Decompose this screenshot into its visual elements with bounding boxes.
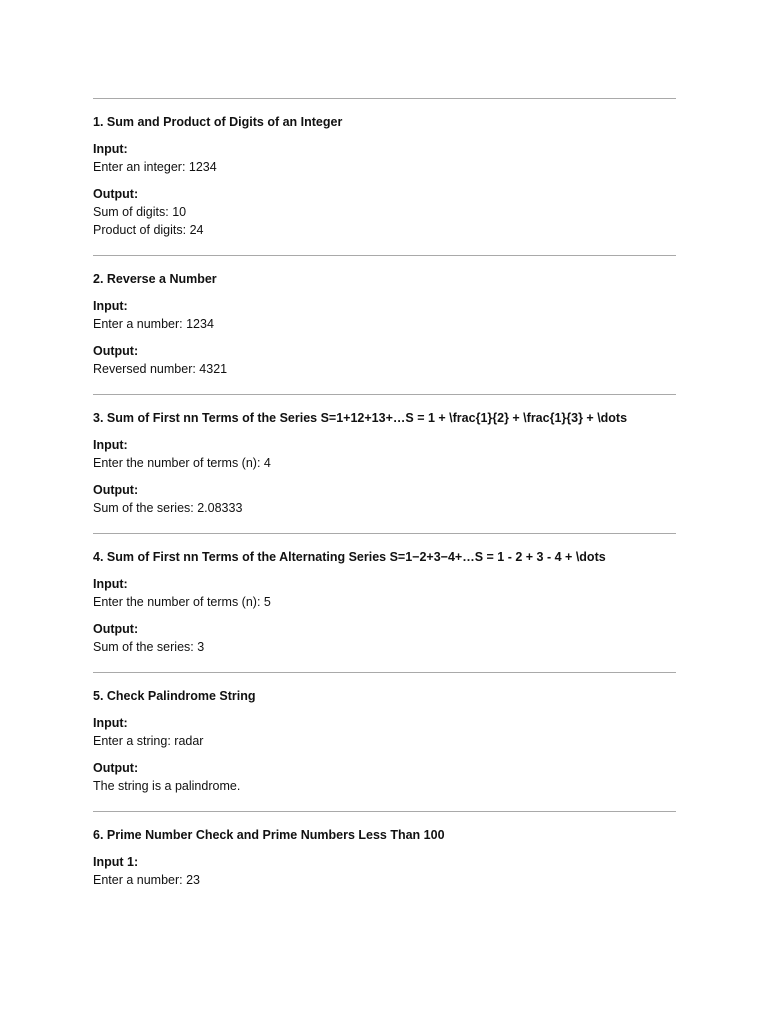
output-block (93, 760, 676, 795)
input-block (93, 437, 676, 472)
input-label: Input: (93, 577, 128, 591)
output-block (93, 186, 676, 239)
section-alternating-series (93, 533, 676, 672)
output-line: Reversed number: 4321 (93, 362, 228, 376)
output-label: Output: (93, 622, 139, 636)
input-block (93, 298, 676, 333)
section-title: 1. Sum and Product of Digits of an Integer (93, 115, 343, 129)
input-line: Enter the number of terms (n): 5 (93, 595, 271, 609)
section-sum-product-digits (93, 98, 676, 255)
section-title: 2. Reverse a Number (93, 272, 217, 286)
input-label: Input: (93, 716, 128, 730)
section-title: 6. Prime Number Check and Prime Numbers Less Than 100 (93, 828, 445, 842)
output-label: Output: (93, 187, 139, 201)
output-label: Output: (93, 483, 139, 497)
output-label: Output: (93, 344, 139, 358)
section-prime-number-check (93, 811, 676, 905)
input-line: Enter an integer: 1234 (93, 160, 217, 174)
document-page (93, 98, 676, 905)
input-line: Enter a number: 1234 (93, 317, 214, 331)
output-line: Sum of the series: 2.08333 (93, 501, 243, 515)
input-block (93, 854, 676, 889)
output-block (93, 343, 676, 378)
output-line: Sum of the series: 3 (93, 640, 205, 654)
output-line: The string is a palindrome. (93, 779, 241, 793)
section-palindrome-string (93, 672, 676, 811)
output-block (93, 482, 676, 517)
input-line: Enter a string: radar (93, 734, 204, 748)
input-label: Input 1: (93, 855, 139, 869)
input-block (93, 715, 676, 750)
section-title: 5. Check Palindrome String (93, 689, 256, 703)
section-reverse-number (93, 255, 676, 394)
input-line: Enter a number: 23 (93, 873, 201, 887)
section-title: 4. Sum of First nn Terms of the Alternating Series S=1−2+3−4+…S = 1 - 2 + 3 - 4 + \dots (93, 550, 606, 564)
section-harmonic-series (93, 394, 676, 533)
input-block (93, 141, 676, 176)
output-line: Sum of digits: 10 (93, 205, 187, 219)
input-block (93, 576, 676, 611)
section-title: 3. Sum of First nn Terms of the Series S=1+12+13+…S = 1 + \frac{1}{2} + \frac{1}{3} + \dots (93, 411, 628, 425)
input-label: Input: (93, 438, 128, 452)
output-line: Product of digits: 24 (93, 223, 204, 237)
output-block (93, 621, 676, 656)
input-label: Input: (93, 142, 128, 156)
output-label: Output: (93, 761, 139, 775)
input-line: Enter the number of terms (n): 4 (93, 456, 271, 470)
input-label: Input: (93, 299, 128, 313)
